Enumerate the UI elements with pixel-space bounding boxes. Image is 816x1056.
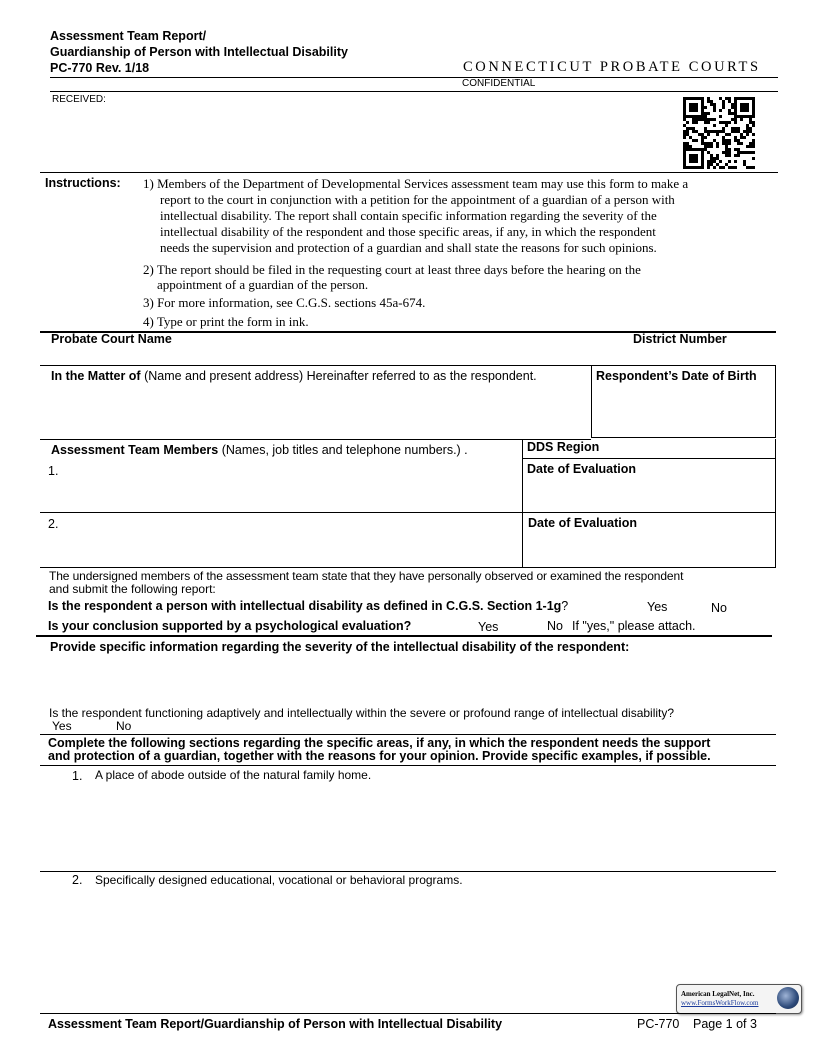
area-1-field[interactable]: [95, 786, 770, 866]
area-1-label: A place of abode outside of the natural family home.: [95, 768, 372, 782]
qr-module: [734, 166, 737, 169]
qr-module: [713, 109, 716, 112]
q2-yes-option[interactable]: Yes: [478, 620, 499, 634]
qr-module: [689, 145, 692, 148]
qr-module: [734, 121, 737, 124]
footer-rule: [40, 1013, 776, 1014]
qr-module: [707, 166, 710, 169]
qr-module: [686, 121, 689, 124]
qr-module: [683, 136, 686, 139]
qr-module: [728, 154, 731, 157]
qr-module: [728, 121, 731, 124]
divider: [775, 365, 776, 438]
header-rule: [50, 77, 778, 78]
question-intellectual-disability: Is the respondent a person with intellectual disability as defined in C.G.S. Section 1-1g?: [48, 599, 569, 613]
qr-module: [728, 133, 731, 136]
date-of-evaluation-2-field[interactable]: [528, 532, 771, 564]
footer-page-number: Page 1 of 3: [693, 1017, 757, 1031]
badge-line2: www.FormsWorkFlow.com: [681, 999, 759, 1007]
qr-module: [707, 112, 710, 115]
qr-module: [752, 145, 755, 148]
probate-court-name-label: Probate Court Name: [51, 332, 172, 346]
qr-module: [743, 136, 746, 139]
qr-module: [710, 145, 713, 148]
qr-module: [707, 133, 710, 136]
qr-module: [728, 160, 731, 163]
date-of-evaluation-2-label: Date of Evaluation: [528, 516, 638, 530]
qr-module: [731, 106, 734, 109]
qr-module: [737, 154, 740, 157]
functioning-yes-option[interactable]: Yes: [52, 719, 72, 733]
qr-module: [722, 106, 725, 109]
section-rule: [40, 365, 776, 366]
section-rule: [40, 567, 776, 568]
globe-icon: [777, 987, 799, 1009]
undersigned-statement-line1: The undersigned members of the assessment team state that they have personally observed or examined the respondent: [49, 569, 684, 583]
section-rule: [40, 734, 776, 735]
team-member-2-field[interactable]: [62, 516, 517, 564]
respondent-dob-label: Respondent’s Date of Birth: [596, 369, 757, 383]
qr-module: [719, 160, 722, 163]
qr-module: [716, 145, 719, 148]
qr-module: [728, 142, 731, 145]
section-rule: [591, 437, 776, 438]
qr-module: [752, 151, 755, 154]
instruction-item-1-line: needs the supervision and protection of a guardian and shall state the reasons for such opinions.: [160, 240, 657, 255]
instruction-item-3: 3) For more information, see C.G.S. sections 45a-674.: [143, 295, 426, 310]
complete-sections-line2: and protection of a guardian, together with the reasons for your opinion. Provide specific examples, if possible.: [48, 749, 711, 763]
date-of-evaluation-1-field[interactable]: [527, 478, 771, 508]
complete-sections-line1: Complete the following sections regarding the specific areas, if any, in which the respondent needs the support: [48, 736, 711, 750]
instruction-item-4: 4) Type or print the form in ink.: [143, 314, 309, 329]
qr-module: [713, 118, 716, 121]
qr-module: [752, 157, 755, 160]
team-member-2-number: 2.: [48, 517, 59, 531]
area-2-number: 2.: [72, 873, 83, 887]
qr-code: [683, 97, 755, 169]
in-the-matter-of-label: In the Matter of (Name and present address) Hereinafter referred to as the respondent.: [51, 369, 537, 383]
court-name-heading: CONNECTICUT PROBATE COURTS: [463, 59, 761, 75]
section-rule: [40, 439, 591, 440]
form-number: PC-770 Rev. 1/18: [50, 61, 150, 75]
question-psychological-evaluation: Is your conclusion supported by a psychological evaluation?: [48, 619, 412, 633]
dds-region-label: DDS Region: [527, 440, 600, 454]
qr-module: [725, 124, 728, 127]
instruction-item-2-line: appointment of a guardian of the person.: [157, 277, 369, 292]
instructions-top-rule: [40, 172, 778, 173]
confidential-label: CONFIDENTIAL: [462, 78, 536, 89]
team-member-1-field[interactable]: [62, 462, 517, 508]
instruction-item-1-first: 1) Members of the Department of Developmental Services assessment team may use this form to make a: [143, 176, 689, 191]
probate-court-name-field[interactable]: [51, 346, 611, 364]
instructions-label: Instructions:: [45, 176, 121, 190]
area-2-label: Specifically designed educational, vocational or behavioral programs.: [95, 873, 463, 887]
footer-title: Assessment Team Report/Guardianship of Person with Intellectual Disability: [48, 1017, 503, 1031]
qr-module: [695, 121, 698, 124]
instruction-item-2-first: 2) The report should be filed in the requesting court at least three days before the hearing on the: [143, 262, 641, 277]
qr-module: [752, 166, 755, 169]
qr-module: [740, 118, 743, 121]
american-legalnet-badge[interactable]: [676, 984, 802, 1014]
qr-module: [704, 136, 707, 139]
q2-attach-note: If "yes," please attach.: [572, 619, 696, 633]
q2-no-option[interactable]: No: [547, 619, 563, 633]
respondent-dob-field[interactable]: [596, 386, 771, 434]
qr-module: [722, 166, 725, 169]
district-number-label: District Number: [633, 332, 727, 346]
team-member-1-number: 1.: [48, 464, 59, 478]
qr-module: [746, 133, 749, 136]
qr-module: [734, 160, 737, 163]
footer-form-number: PC-770: [637, 1017, 680, 1031]
received-label: RECEIVED:: [52, 94, 106, 105]
undersigned-statement-line2: and submit the following report:: [49, 582, 216, 596]
confidential-rule: [50, 91, 778, 92]
severity-label: Provide specific information regarding the severity of the intellectual disability of the respondent:: [50, 640, 630, 654]
section-rule: [40, 765, 776, 766]
instruction-item-1-line: intellectual disability of the respondent and those specific areas, if any, in which the respondent: [160, 224, 656, 239]
form-title-line1: Assessment Team Report/: [50, 29, 207, 43]
divider: [591, 365, 592, 438]
qr-module: [731, 112, 734, 115]
respondent-name-address-field[interactable]: [51, 386, 586, 436]
qr-module: [719, 109, 722, 112]
qr-module: [704, 106, 707, 109]
assessment-team-members-label: Assessment Team Members (Names, job titles and telephone numbers.) .: [51, 443, 468, 457]
date-of-evaluation-1-label: Date of Evaluation: [527, 462, 637, 476]
qr-module: [716, 133, 719, 136]
qr-module: [707, 121, 710, 124]
section-rule: [522, 458, 776, 459]
area-2-field[interactable]: [95, 892, 770, 982]
form-title-line2: Guardianship of Person with Intellectual Disability: [50, 45, 348, 59]
qr-module: [719, 115, 722, 118]
qr-module: [752, 124, 755, 127]
instruction-item-1-line: report to the court in conjunction with a petition for the appointment of a guardian of a person with: [160, 192, 675, 207]
q1-yes-option[interactable]: Yes: [647, 600, 668, 614]
severity-field[interactable]: [50, 658, 770, 702]
qr-module: [752, 133, 755, 136]
badge-line1: American LegalNet, Inc.: [681, 990, 755, 998]
section-rule: [40, 512, 776, 513]
functioning-question: Is the respondent functioning adaptively and intellectually within the severe or profound range of intellectual disability?: [49, 706, 675, 720]
qr-module: [713, 166, 716, 169]
section-rule: [36, 635, 772, 637]
section-rule: [40, 871, 776, 872]
qr-module: [713, 124, 716, 127]
area-1-number: 1.: [72, 769, 83, 783]
qr-module: [740, 142, 743, 145]
district-number-field[interactable]: [633, 346, 773, 364]
instruction-item-1-line: intellectual disability. The report shall contain specific information regarding the severity of the: [160, 208, 657, 223]
qr-module: [695, 139, 698, 142]
q1-no-option[interactable]: No: [711, 601, 727, 615]
functioning-no-option[interactable]: No: [116, 719, 132, 733]
